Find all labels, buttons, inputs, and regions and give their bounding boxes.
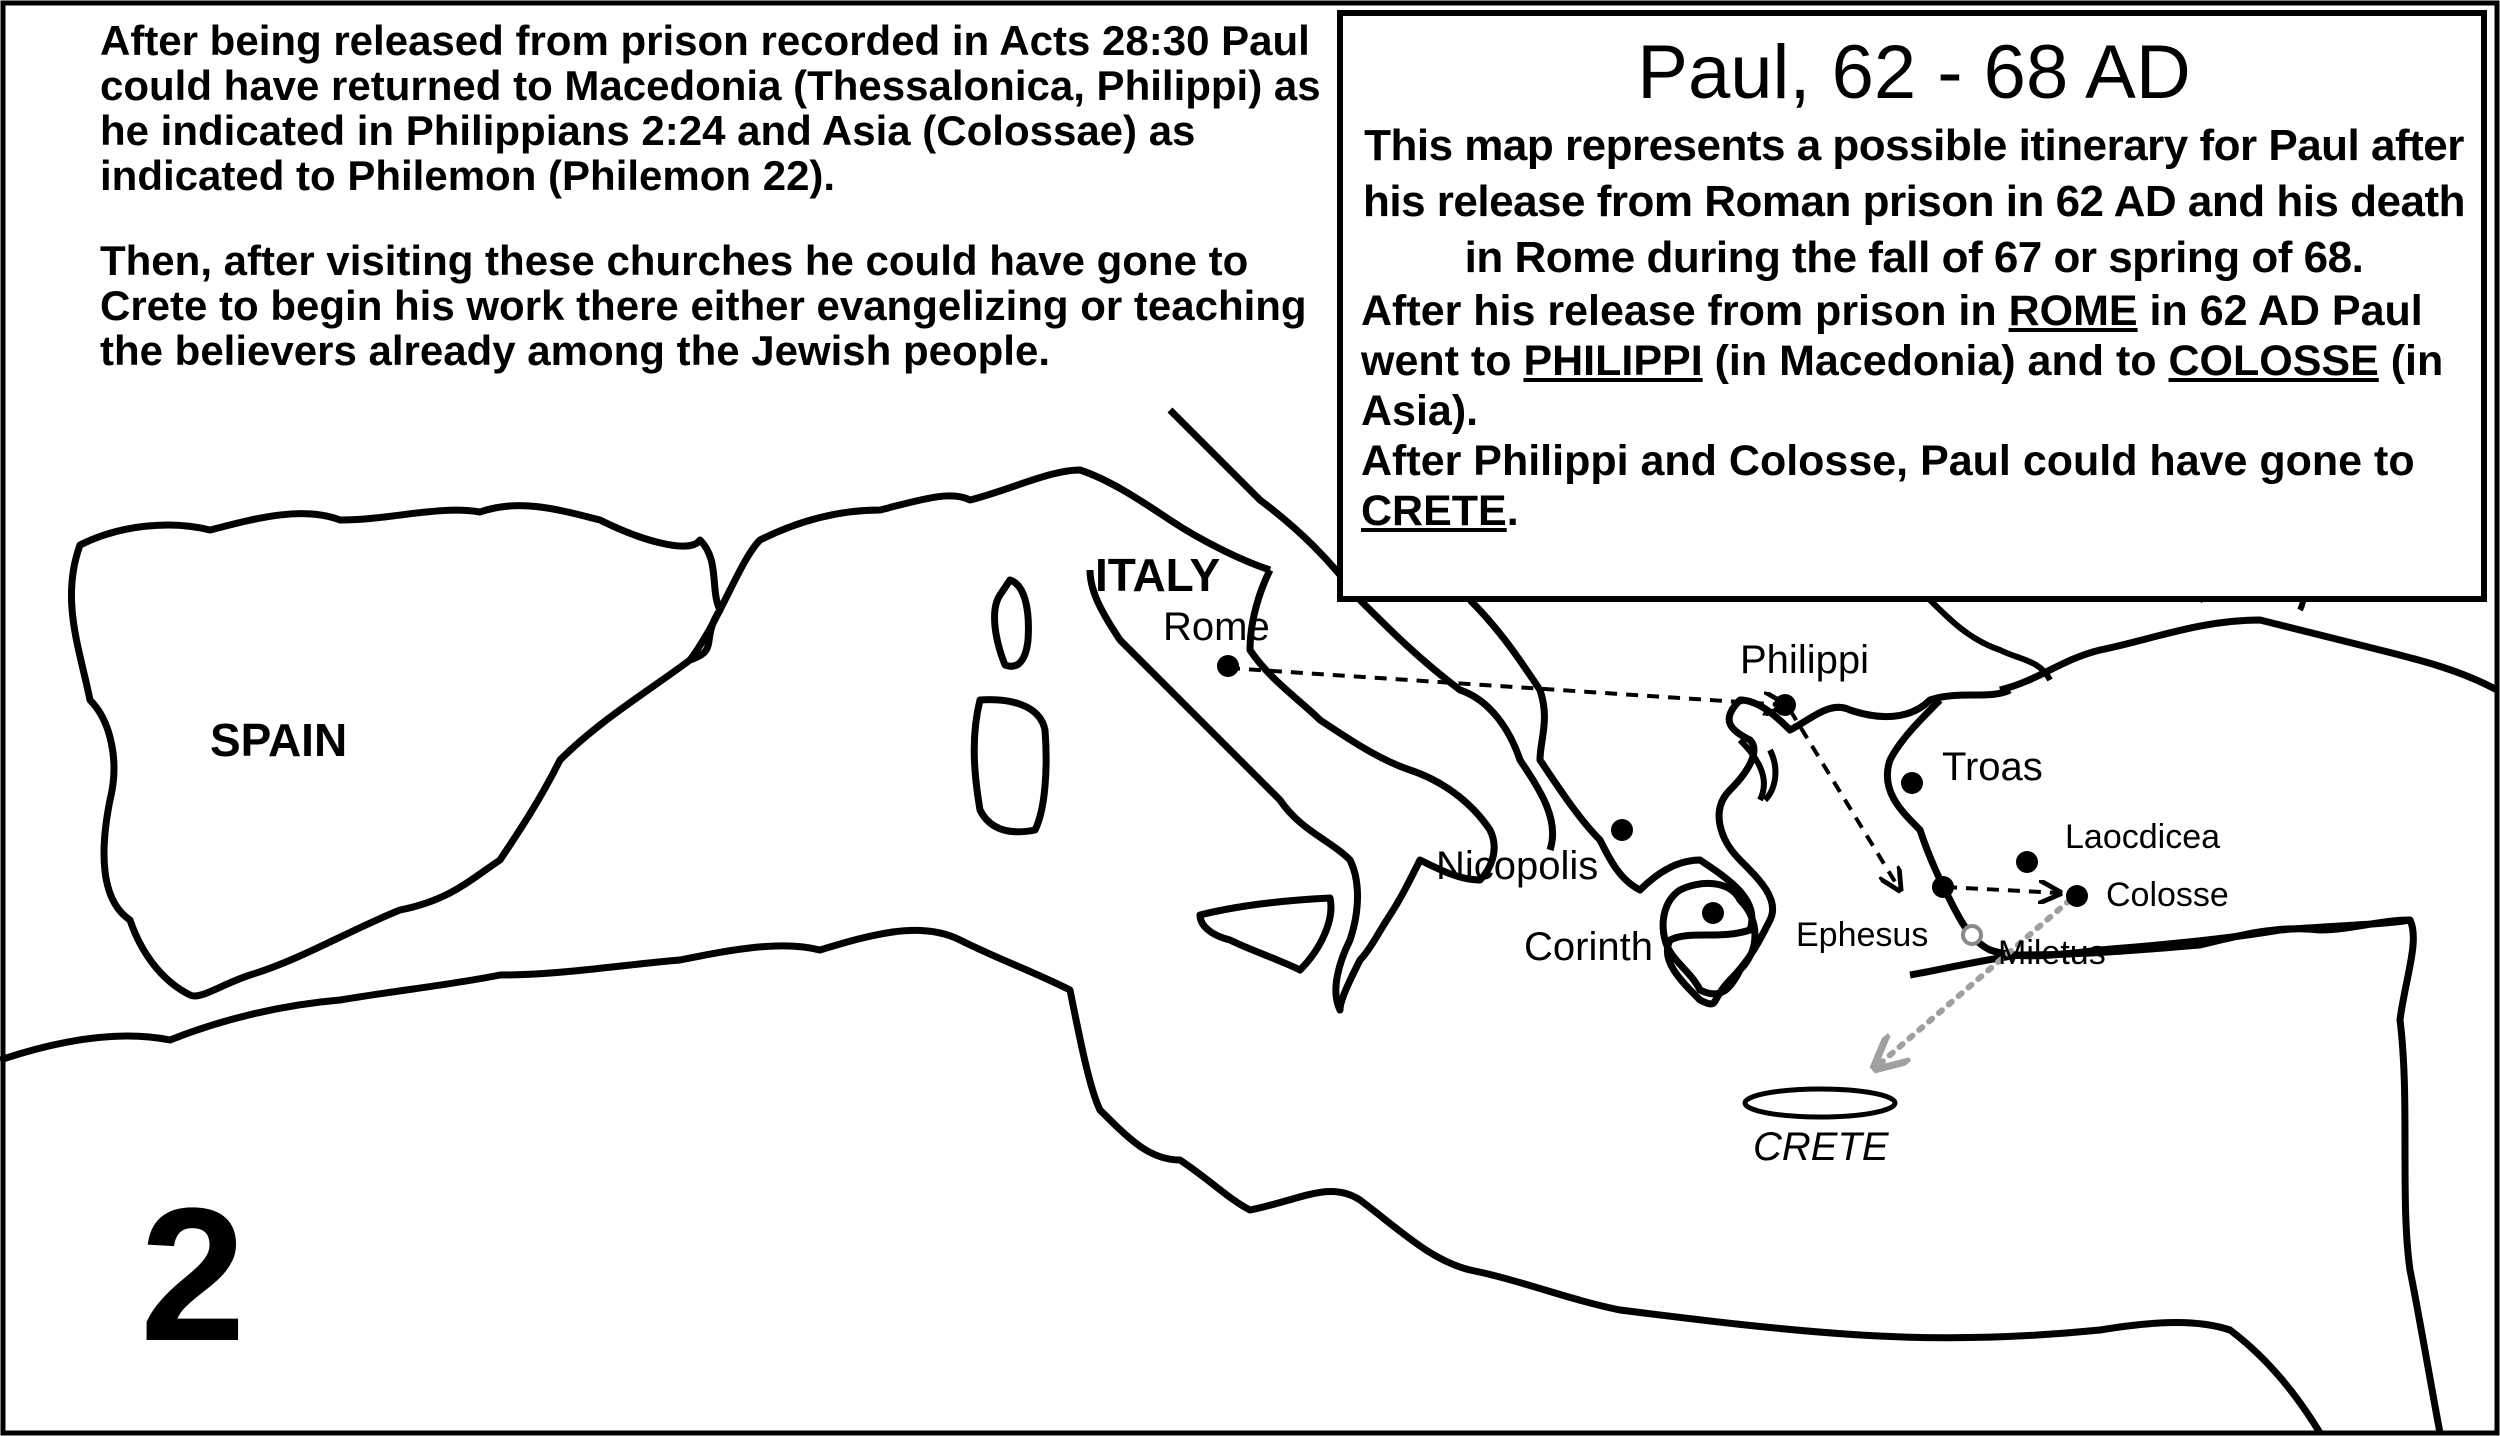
itinerary-rome: ROME bbox=[2008, 287, 2138, 335]
city-dot-laodicea bbox=[2016, 851, 2038, 873]
city-label-corinth: Corinth bbox=[1524, 925, 1653, 969]
intro-paragraph-2: Then, after visiting these churches he could have gone to Crete to begin his work there either evangelizing or teaching the believers already among the Jewish people. bbox=[100, 237, 1307, 374]
map-summary: This map represents a possible itinerary for Paul after his release from Roman prison in 62 AD and his death in Rome during the fall of 67 or spring of 68. bbox=[1363, 121, 2465, 282]
intro-text bbox=[100, 18, 1330, 413]
region-label-crete: CRETE bbox=[1753, 1125, 1889, 1169]
intro-paragraph-1: After being released from prison recorded in Acts 28:30 Paul could have returned to Macedonia (Thessalonica, Philippi) as he indicated in Philippians 2:24 and Asia (Colossae) as indicated to Philemon (Philemon 22). bbox=[100, 17, 1321, 199]
itinerary-text bbox=[1361, 286, 2467, 536]
island-sicily bbox=[1200, 898, 1331, 970]
island-crete bbox=[1745, 1089, 1895, 1117]
city-dot-colosse bbox=[2066, 885, 2088, 907]
city-dot-ephesus bbox=[1932, 876, 1954, 898]
route-ephesus-colosse bbox=[1945, 887, 2060, 893]
city-dot-rome bbox=[1217, 655, 1239, 677]
city-label-philippi: Philippi bbox=[1740, 638, 1869, 682]
coastline-north-africa bbox=[0, 930, 2320, 1433]
info-box bbox=[1337, 10, 2487, 602]
itinerary-part-4: (in Asia). bbox=[1361, 337, 2444, 435]
itinerary-part-3: (in Macedonia) and to bbox=[1714, 337, 2157, 385]
region-label-spain: SPAIN bbox=[210, 714, 348, 766]
itinerary-part-5: After Philippi and Colosse, Paul could have gone to bbox=[1361, 437, 2415, 485]
map-title: Paul, 62 - 68 AD bbox=[1637, 30, 2191, 115]
island-corsica bbox=[995, 580, 1029, 666]
city-label-miletus: Miletus bbox=[1998, 934, 2106, 972]
itinerary-philippi: PHILIPPI bbox=[1523, 337, 1703, 385]
city-label-colosse: Colosse bbox=[2106, 876, 2229, 914]
city-dot-nicopolis bbox=[1611, 819, 1633, 841]
city-label-troas: Troas bbox=[1942, 745, 2043, 789]
route-rome-philippi bbox=[1228, 668, 1785, 705]
region-label-italy: ITALY bbox=[1095, 549, 1221, 601]
route-philippi-ephesus bbox=[1790, 710, 1900, 890]
city-label-laodicea: Laocdicea bbox=[2065, 818, 2221, 856]
itinerary-part-1: After his release from prison in bbox=[1361, 287, 1997, 335]
coastline-black-sea bbox=[2000, 620, 2497, 690]
city-label-ephesus: Ephesus bbox=[1796, 916, 1929, 954]
itinerary-part-2: in 62 AD Paul went to bbox=[1361, 287, 2423, 385]
page-number: 2 bbox=[140, 1169, 246, 1381]
city-dot-troas bbox=[1901, 772, 1923, 794]
coastline-spain bbox=[71, 506, 720, 996]
city-label-nicopolis: Nicopolis bbox=[1436, 844, 1599, 888]
itinerary-colosse: COLOSSE bbox=[2168, 337, 2379, 385]
city-dot-corinth bbox=[1702, 902, 1724, 924]
coastline-italy bbox=[1090, 570, 1494, 1010]
coastline-bosporus bbox=[1930, 600, 2050, 680]
city-dot-miletus bbox=[1963, 926, 1981, 944]
city-dot-philippi bbox=[1774, 694, 1796, 716]
coastline-levant bbox=[1910, 920, 2440, 1433]
itinerary-part-6: . bbox=[1506, 487, 1519, 535]
itinerary-crete: CRETE bbox=[1361, 487, 1507, 535]
city-label-rome: Rome bbox=[1163, 605, 1270, 649]
island-sardinia bbox=[974, 700, 1046, 832]
